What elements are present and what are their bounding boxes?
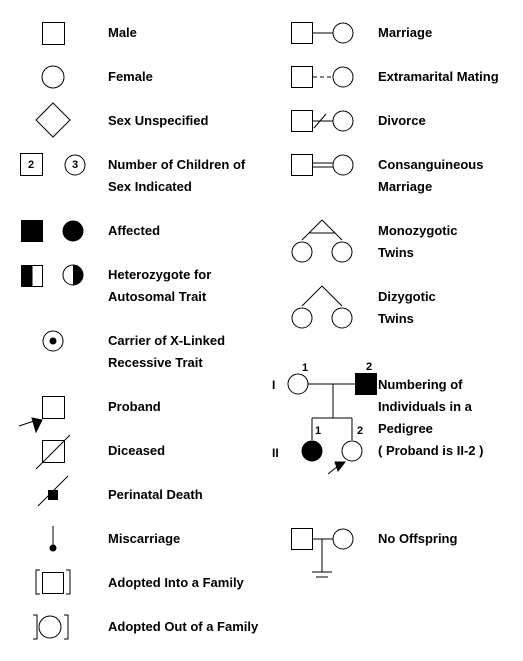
- label-consanguineous-line2: Marriage: [378, 179, 433, 194]
- label-number-of-children-line1: Number of Children of: [108, 157, 246, 172]
- miscarriage-symbol: [50, 526, 56, 551]
- label-perinatal-death: Perinatal Death: [108, 487, 203, 502]
- male-symbol: [43, 23, 65, 45]
- label-marriage: Marriage: [378, 25, 433, 40]
- label-proband: Proband: [108, 399, 161, 414]
- label-divorce: Divorce: [378, 113, 426, 128]
- gen2-individual-1-number: 1: [315, 425, 322, 437]
- divorce-symbol: [292, 111, 354, 132]
- numbered-pedigree-example: [288, 374, 377, 475]
- generation-label-i: I: [272, 378, 276, 392]
- label-deceased: Diceased: [108, 443, 166, 458]
- label-monozygotic-line1: Monozygotic: [378, 223, 458, 238]
- label-carrier-line2: Recessive Trait: [108, 355, 203, 370]
- affected-symbols: [22, 221, 84, 242]
- label-adopted-into: Adopted Into a Family: [108, 575, 244, 590]
- label-number-of-children-line2: Sex Indicated: [108, 179, 192, 194]
- proband-symbol: [19, 397, 65, 433]
- adopted-out-symbol: [33, 615, 68, 639]
- label-male: Male: [108, 25, 137, 40]
- female-count-number: 3: [72, 159, 79, 171]
- label-female: Female: [108, 69, 153, 84]
- label-miscarriage: Miscarriage: [108, 531, 181, 546]
- gen2-individual-2-number: 2: [357, 425, 364, 437]
- label-no-offspring: No Offspring: [378, 531, 458, 546]
- affected-male-square: [22, 221, 43, 242]
- dizygotic-twins-symbol: [292, 286, 352, 328]
- adopted-into-symbol: [36, 570, 70, 594]
- label-heterozygote-line1: Heterozygote for: [108, 267, 212, 282]
- monozygotic-twins-symbol: [292, 220, 352, 262]
- label-affected: Affected: [108, 223, 161, 238]
- label-sex-unspecified: Sex Unspecified: [108, 113, 209, 128]
- no-offspring-symbol: [292, 529, 354, 578]
- label-dizygotic-line1: Dizygotic: [378, 289, 436, 304]
- generation-label-ii: II: [272, 446, 279, 460]
- label-extramarital-mating: Extramarital Mating: [378, 69, 499, 84]
- deceased-symbol: [36, 435, 70, 469]
- label-carrier-line1: Carrier of X-Linked: [108, 333, 226, 348]
- marriage-symbol: [292, 23, 354, 44]
- gen1-individual-1-number: 1: [302, 362, 309, 374]
- label-numbering-line1: Numbering of: [378, 377, 463, 392]
- gen1-individual-2-number: 2: [366, 361, 373, 373]
- heterozygote-symbols: [22, 265, 84, 287]
- perinatal-death-symbol: [38, 476, 68, 506]
- label-adopted-out: Adopted Out of a Family: [108, 619, 259, 634]
- sex-unspecified-symbol: [36, 103, 70, 137]
- label-numbering-line4: ( Proband is II-2 ): [378, 443, 484, 458]
- extramarital-mating-symbol: [292, 67, 354, 88]
- male-count-number: 2: [28, 159, 35, 171]
- consanguineous-marriage-symbol: [292, 155, 354, 176]
- label-numbering-line3: Pedigree: [378, 421, 433, 436]
- female-symbol: [42, 66, 64, 88]
- carrier-symbol: [43, 331, 63, 351]
- label-consanguineous-line1: Consanguineous: [378, 157, 484, 172]
- label-dizygotic-line2: Twins: [378, 311, 414, 326]
- affected-female-circle: [63, 221, 83, 241]
- label-monozygotic-line2: Twins: [378, 245, 414, 260]
- label-heterozygote-line2: Autosomal Trait: [108, 289, 207, 304]
- label-numbering-line2: Individuals in a: [378, 399, 472, 414]
